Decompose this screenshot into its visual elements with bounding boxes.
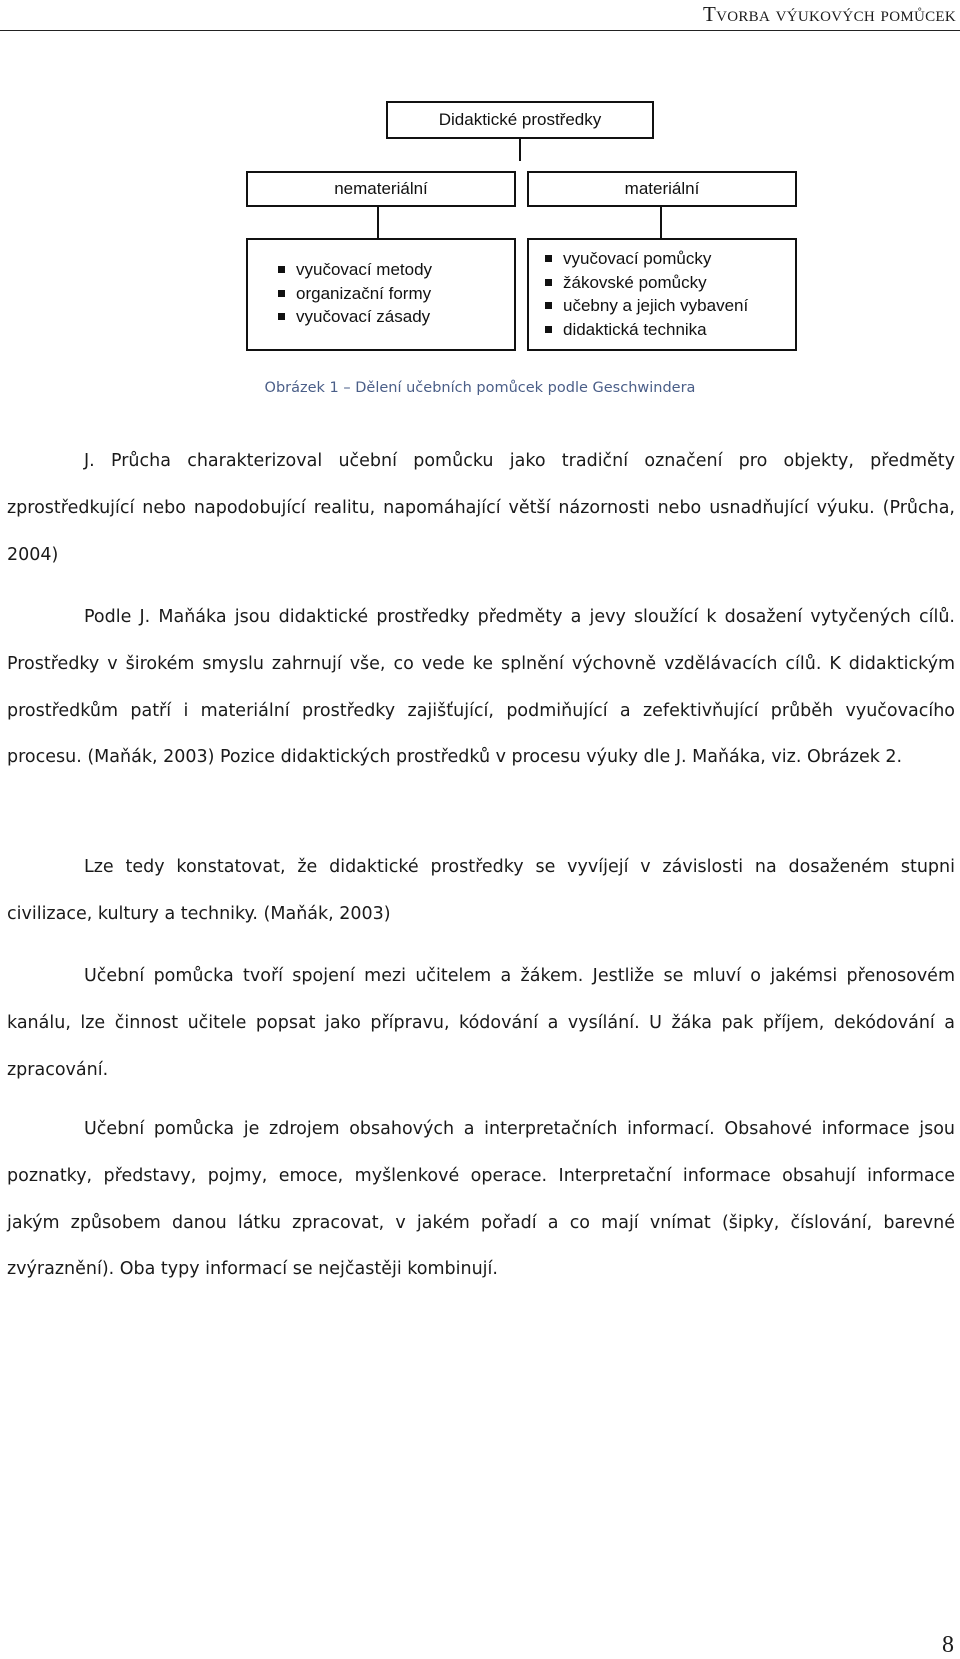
diagram-root-box: [386, 101, 654, 139]
diagram-right-list-box: [527, 238, 797, 351]
list-item: didaktická technika: [545, 318, 748, 342]
diagram-root-label: Didaktické prostředky: [438, 110, 602, 129]
diagram-right-title: materiální: [624, 179, 700, 198]
list-item: organizační formy: [278, 282, 432, 306]
bullet-square-icon: [545, 279, 552, 286]
body-text: [7, 1106, 955, 1293]
diagram-left-list: [278, 258, 432, 329]
diagram-left-title-box: [246, 171, 516, 207]
connector-right: [660, 207, 662, 238]
diagram-right-list: [545, 247, 748, 341]
bullet-square-icon: [545, 255, 552, 262]
list-item: vyučovací zásady: [278, 305, 432, 329]
paragraph-4: Učební pomůcka tvoří spojení mezi učitelem a žákem. Jestliže se mluví o jakémsi přenosovém kanálu, lze činnost učitele popsat jako přípravu, kódování a vysílání. U žáka pak příjem, dekódování a zpracování.: [7, 966, 955, 1080]
connector-root-left: [519, 139, 521, 161]
list-item: vyučovací pomůcky: [545, 247, 748, 271]
list-item: žákovské pomůcky: [545, 271, 748, 295]
list-item: učebny a jejich vybavení: [545, 294, 748, 318]
paragraph-5: Učební pomůcka je zdrojem obsahových a interpretačních informací. Obsahové informace jsou poznatky, představy, pojmy, emoce, myšlenkové operace. Interpretační informace obsahují informace jakým způsobem danou látku zpracovat, v jakém pořadí a co mají vnímat (šipky, číslování, barevné zvýraznění). Oba typy informací se nejčastěji kombinují.: [7, 1119, 955, 1280]
paragraph-2: Podle J. Maňáka jsou didaktické prostředky předměty a jevy sloužící k dosažení vytyčených cílů. Prostředky v širokém smyslu zahrnují vše, co vede ke splnění výchovně vzdělávacích cílů. K didaktickým prostředkům patří i materiální prostředky zajišťující, podmiňující a zefektivňující průběh vyučovacího procesu. (Maňák, 2003) Pozice didaktických prostředků v procesu výuky dle J. Maňáka, viz. Obrázek 2.: [7, 607, 955, 768]
figure-caption: Obrázek 1 – Dělení učebních pomůcek podle Geschwindera: [264, 380, 696, 396]
bullet-square-icon: [278, 290, 285, 297]
diagram-left-list-box: [246, 238, 516, 351]
header-title: Tvorba výukových pomůcek: [702, 2, 956, 26]
diagram-left-title: nemateriální: [334, 179, 428, 198]
bullet-square-icon: [278, 266, 285, 273]
diagram-right-title-box: [527, 171, 797, 207]
didactic-means-diagram: [0, 0, 960, 360]
paragraph-3: Lze tedy konstatovat, že didaktické prostředky se vyvíjejí v závislosti na dosaženém stupni civilizace, kultury a techniky. (Maňák, 2003): [7, 857, 955, 924]
connector-left: [377, 207, 379, 238]
bullet-square-icon: [545, 302, 552, 309]
page-number: 8: [942, 1632, 954, 1658]
bullet-square-icon: [545, 326, 552, 333]
body-text: [7, 844, 955, 938]
paragraph-1: J. Průcha charakterizoval učební pomůcku jako tradiční označení pro objekty, předměty zprostředkující nebo napodobující realitu, napomáhající větší názornosti nebo usnadňující výuku. (Průcha, 2004): [7, 451, 955, 565]
bullet-square-icon: [278, 313, 285, 320]
list-item: vyučovací metody: [278, 258, 432, 282]
body-text: [7, 594, 955, 781]
body-text: [7, 438, 955, 578]
body-text: [7, 953, 955, 1093]
